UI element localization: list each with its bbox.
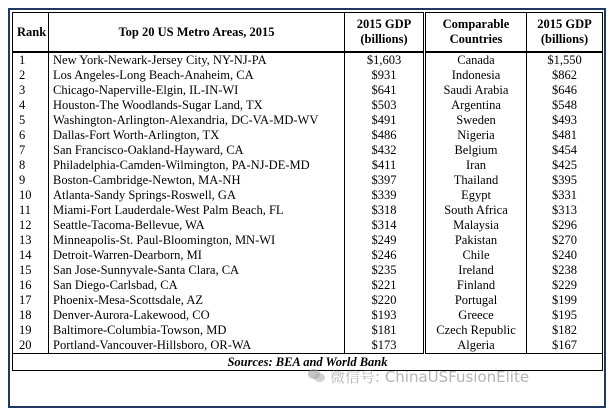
- metro-gdp-cell: $432: [345, 143, 425, 158]
- country-gdp-cell: $493: [527, 113, 603, 128]
- metro-gdp-cell: $181: [345, 323, 425, 338]
- metro-cell: Minneapolis-St. Paul-Bloomington, MN-WI: [49, 233, 345, 248]
- table-row: [13, 233, 603, 248]
- rank-cell: 8: [13, 158, 49, 173]
- header-metro: Top 20 US Metro Areas, 2015: [49, 13, 345, 53]
- metro-gdp-cell: $246: [345, 248, 425, 263]
- country-gdp-cell: $331: [527, 188, 603, 203]
- metro-cell: San Jose-Sunnyvale-Santa Clara, CA: [49, 263, 345, 278]
- country-cell: Malaysia: [425, 218, 527, 233]
- table-row: [13, 293, 603, 308]
- metro-gdp-cell: $641: [345, 83, 425, 98]
- rank-cell: 7: [13, 143, 49, 158]
- metro-gdp-cell: $931: [345, 68, 425, 83]
- rank-cell: 4: [13, 98, 49, 113]
- country-gdp-cell: $425: [527, 158, 603, 173]
- rank-cell: 2: [13, 68, 49, 83]
- rank-cell: 10: [13, 188, 49, 203]
- metro-gdp-cell: $235: [345, 263, 425, 278]
- rank-cell: 13: [13, 233, 49, 248]
- rank-cell: 12: [13, 218, 49, 233]
- table-row: [13, 113, 603, 128]
- table-row: [13, 218, 603, 233]
- country-cell: Canada: [425, 52, 527, 68]
- country-gdp-cell: $229: [527, 278, 603, 293]
- country-cell: Nigeria: [425, 128, 527, 143]
- metro-gdp-cell: $486: [345, 128, 425, 143]
- country-gdp-cell: $454: [527, 143, 603, 158]
- metro-gdp-cell: $314: [345, 218, 425, 233]
- country-cell: Egypt: [425, 188, 527, 203]
- table-row: [13, 128, 603, 143]
- metro-cell: Philadelphia-Camden-Wilmington, PA-NJ-DE-MD: [49, 158, 345, 173]
- rank-cell: 17: [13, 293, 49, 308]
- country-gdp-cell: $199: [527, 293, 603, 308]
- country-gdp-cell: $270: [527, 233, 603, 248]
- table-row: [13, 98, 603, 113]
- rank-cell: 6: [13, 128, 49, 143]
- rank-cell: 16: [13, 278, 49, 293]
- table-row: [13, 308, 603, 323]
- country-cell: Argentina: [425, 98, 527, 113]
- country-gdp-cell: $240: [527, 248, 603, 263]
- country-cell: Thailand: [425, 173, 527, 188]
- metro-gdp-cell: $318: [345, 203, 425, 218]
- metro-gdp-cell: $221: [345, 278, 425, 293]
- header-rank: Rank: [13, 13, 49, 53]
- country-gdp-cell: $238: [527, 263, 603, 278]
- source-row: [13, 354, 603, 371]
- country-cell: Iran: [425, 158, 527, 173]
- country-cell: Chile: [425, 248, 527, 263]
- metro-cell: San Diego-Carlsbad, CA: [49, 278, 345, 293]
- rank-cell: 20: [13, 338, 49, 354]
- header-row: [13, 13, 603, 53]
- metro-gdp-cell: $411: [345, 158, 425, 173]
- rank-cell: 5: [13, 113, 49, 128]
- metro-gdp-cell: $173: [345, 338, 425, 354]
- country-gdp-cell: $195: [527, 308, 603, 323]
- table-row: [13, 52, 603, 68]
- country-gdp-cell: $313: [527, 203, 603, 218]
- metro-gdp-cell: $193: [345, 308, 425, 323]
- rank-cell: 18: [13, 308, 49, 323]
- table-row: [13, 323, 603, 338]
- metro-cell: Boston-Cambridge-Newton, MA-NH: [49, 173, 345, 188]
- country-cell: Sweden: [425, 113, 527, 128]
- metro-gdp-cell: $249: [345, 233, 425, 248]
- country-cell: Indonesia: [425, 68, 527, 83]
- rank-cell: 15: [13, 263, 49, 278]
- source-note: Sources: BEA and World Bank: [13, 354, 603, 371]
- metro-cell: Chicago-Naperville-Elgin, IL-IN-WI: [49, 83, 345, 98]
- metro-gdp-cell: $1,603: [345, 52, 425, 68]
- country-gdp-cell: $548: [527, 98, 603, 113]
- country-gdp-cell: $862: [527, 68, 603, 83]
- metro-gdp-cell: $339: [345, 188, 425, 203]
- country-cell: Finland: [425, 278, 527, 293]
- country-gdp-cell: $481: [527, 128, 603, 143]
- rank-cell: 19: [13, 323, 49, 338]
- metro-cell: Seattle-Tacoma-Bellevue, WA: [49, 218, 345, 233]
- header-countries: Comparable Countries: [425, 13, 527, 53]
- table-row: [13, 68, 603, 83]
- table-row: [13, 278, 603, 293]
- table-body: [13, 52, 603, 354]
- header-gdp: 2015 GDP (billions): [345, 13, 425, 53]
- country-cell: Ireland: [425, 263, 527, 278]
- country-cell: Czech Republic: [425, 323, 527, 338]
- table-row: [13, 248, 603, 263]
- country-cell: Saudi Arabia: [425, 83, 527, 98]
- table-row: [13, 143, 603, 158]
- rank-cell: 3: [13, 83, 49, 98]
- metro-cell: Miami-Fort Lauderdale-West Palm Beach, FL: [49, 203, 345, 218]
- metro-cell: Baltimore-Columbia-Towson, MD: [49, 323, 345, 338]
- country-gdp-cell: $182: [527, 323, 603, 338]
- metro-cell: Los Angeles-Long Beach-Anaheim, CA: [49, 68, 345, 83]
- country-cell: Portugal: [425, 293, 527, 308]
- metro-cell: Houston-The Woodlands-Sugar Land, TX: [49, 98, 345, 113]
- country-gdp-cell: $167: [527, 338, 603, 354]
- table-row: [13, 83, 603, 98]
- metro-cell: Portland-Vancouver-Hillsboro, OR-WA: [49, 338, 345, 354]
- metro-gdp-cell: $397: [345, 173, 425, 188]
- metro-cell: Atlanta-Sandy Springs-Roswell, GA: [49, 188, 345, 203]
- country-cell: Pakistan: [425, 233, 527, 248]
- metro-cell: New York-Newark-Jersey City, NY-NJ-PA: [49, 52, 345, 68]
- table-row: [13, 188, 603, 203]
- country-cell: South Africa: [425, 203, 527, 218]
- metro-cell: Dallas-Fort Worth-Arlington, TX: [49, 128, 345, 143]
- header-country-gdp: 2015 GDP (billions): [527, 13, 603, 53]
- table-row: [13, 263, 603, 278]
- country-cell: Greece: [425, 308, 527, 323]
- metro-cell: Washington-Arlington-Alexandria, DC-VA-MD-WV: [49, 113, 345, 128]
- metro-cell: Detroit-Warren-Dearborn, MI: [49, 248, 345, 263]
- rank-cell: 9: [13, 173, 49, 188]
- table-row: [13, 203, 603, 218]
- metro-gdp-cell: $503: [345, 98, 425, 113]
- country-cell: Algeria: [425, 338, 527, 354]
- rank-cell: 1: [13, 52, 49, 68]
- country-gdp-cell: $1,550: [527, 52, 603, 68]
- metro-gdp-table: [12, 12, 603, 371]
- metro-gdp-cell: $220: [345, 293, 425, 308]
- table-row: [13, 173, 603, 188]
- country-gdp-cell: $296: [527, 218, 603, 233]
- country-cell: Belgium: [425, 143, 527, 158]
- country-gdp-cell: $646: [527, 83, 603, 98]
- watermark-text: 微信号: ChinaUSFusionElite: [330, 367, 530, 386]
- metro-gdp-cell: $491: [345, 113, 425, 128]
- metro-cell: San Francisco-Oakland-Hayward, CA: [49, 143, 345, 158]
- table-row: [13, 158, 603, 173]
- table-row: [13, 338, 603, 354]
- country-gdp-cell: $395: [527, 173, 603, 188]
- rank-cell: 11: [13, 203, 49, 218]
- metro-cell: Denver-Aurora-Lakewood, CO: [49, 308, 345, 323]
- metro-cell: Phoenix-Mesa-Scottsdale, AZ: [49, 293, 345, 308]
- rank-cell: 14: [13, 248, 49, 263]
